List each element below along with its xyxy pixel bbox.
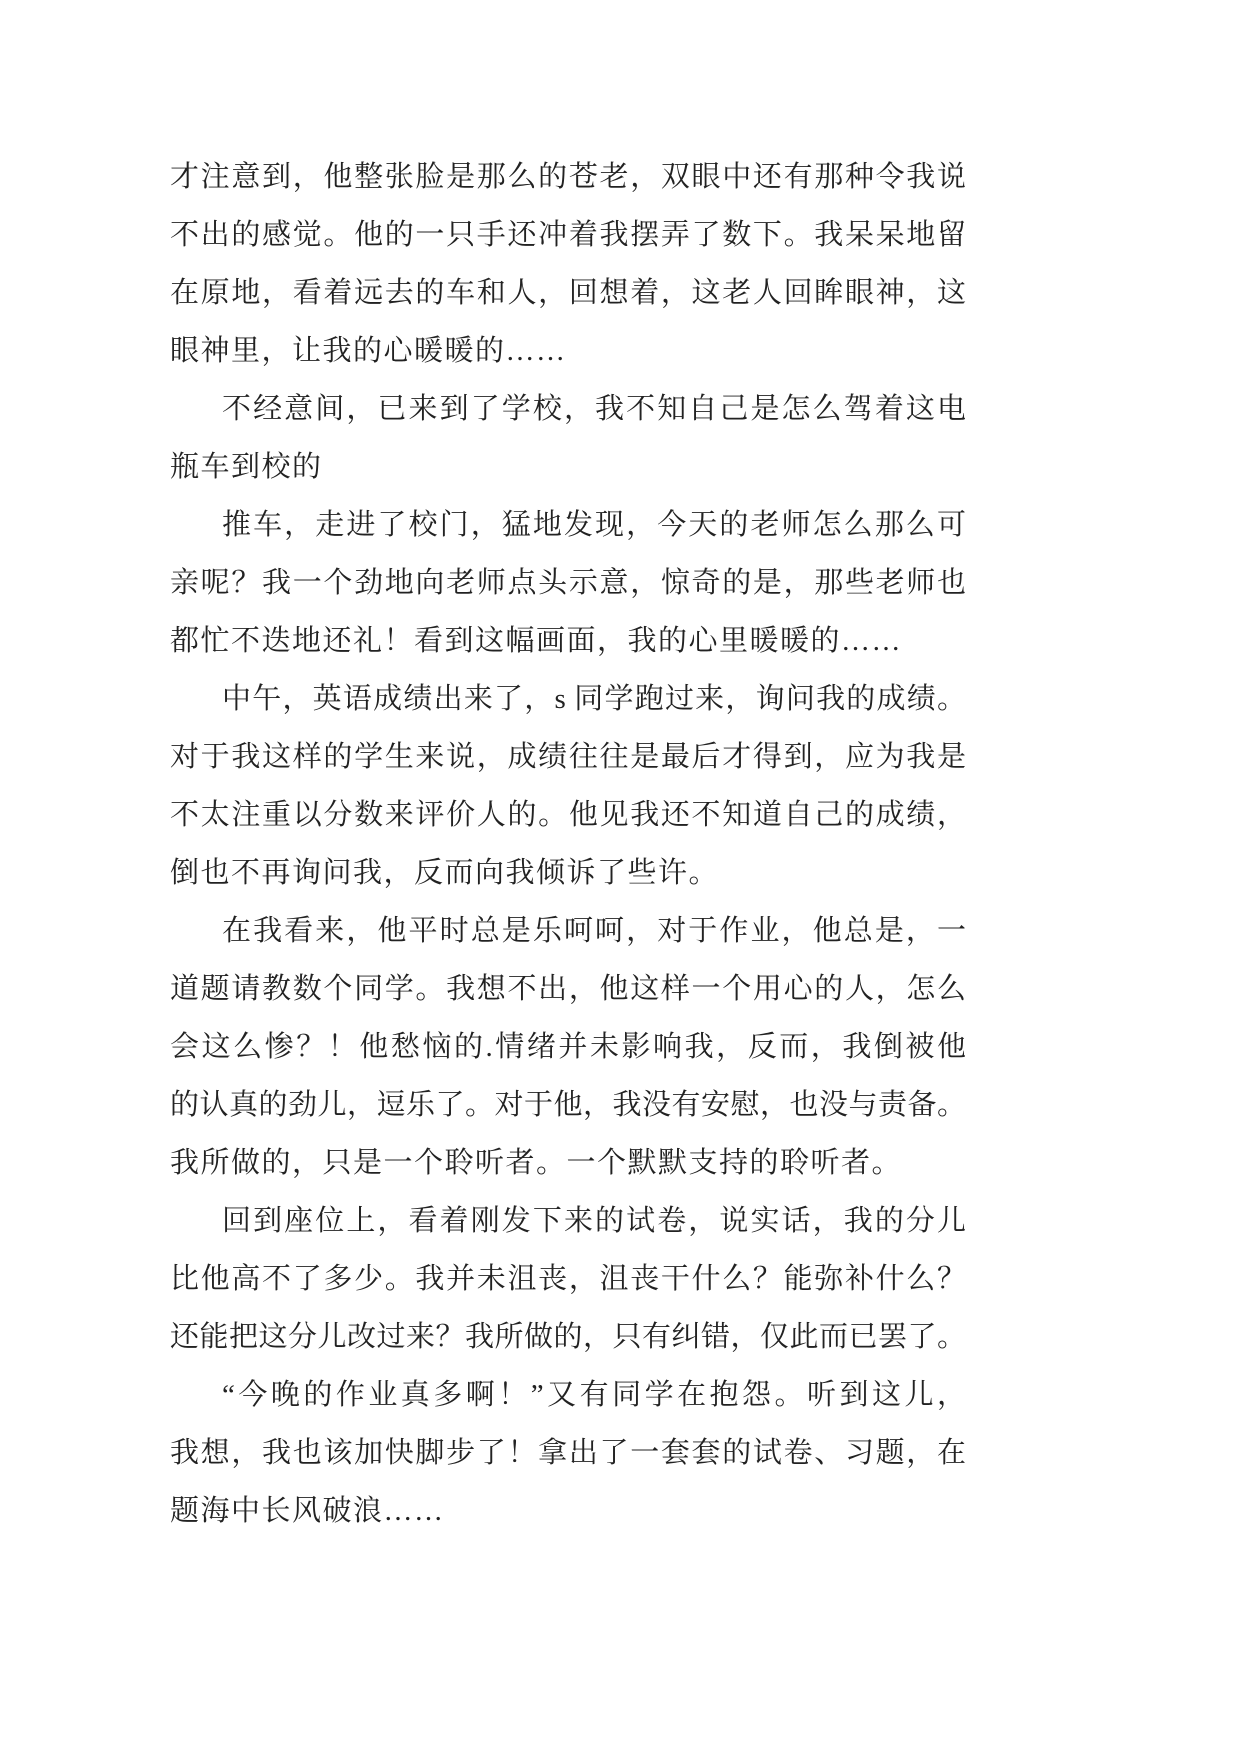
paragraph-1-line-1: 才注意到，他整张脸是那么的苍老，双眼中还有那种令我说 [170,161,966,193]
paragraph-4-line-3: 不太注重以分数来评价人的。他见我还不知道自己的成绩， [170,799,966,831]
paragraph-3-line-3: 都忙不迭地还礼！看到这幅画面，我的心里暖暖的…… [170,625,903,657]
paragraph-3-line-2: 亲呢？我一个劲地向老师点头示意，惊奇的是，那些老师也 [170,567,966,599]
paragraph-7-line-3: 题海中长风破浪…… [170,1495,445,1527]
paragraph-5-line-4: 的认真的劲儿，逗乐了。对于他，我没有安慰，也没与责备。 [170,1089,966,1121]
paragraph-2-line-2: 瓶车到校的 [170,451,323,483]
paragraph-1-line-3: 在原地，看着远去的车和人，回想着，这老人回眸眼神，这 [170,277,966,309]
paragraph-4-line-1: 中午，英语成绩出来了，s 同学跑过来，询问我的成绩。 [222,683,966,715]
paragraph-7-line-2: 我想，我也该加快脚步了！拿出了一套套的试卷、习题，在 [170,1437,966,1469]
paragraph-5-line-1: 在我看来，他平时总是乐呵呵，对于作业，他总是，一 [222,915,966,947]
paragraph-7-line-1: “今晚的作业真多啊！”又有同学在抱怨。听到这儿， [222,1379,966,1411]
paragraph-5-line-5: 我所做的，只是一个聆听者。一个默默支持的聆听者。 [170,1147,903,1179]
paragraph-3-line-1: 推车，走进了校门，猛地发现，今天的老师怎么那么可 [222,509,966,541]
paragraph-4-line-2: 对于我这样的学生来说，成绩往往是最后才得到，应为我是 [170,741,966,773]
paragraph-5-line-2: 道题请教数个同学。我想不出，他这样一个用心的人，怎么 [170,973,966,1005]
paragraph-1-line-2: 不出的感觉。他的一只手还冲着我摆弄了数下。我呆呆地留 [170,219,966,251]
paragraph-2-line-1: 不经意间，已来到了学校，我不知自己是怎么驾着这电 [222,393,966,425]
paragraph-6-line-1: 回到座位上，看着刚发下来的试卷，说实话，我的分儿 [222,1205,966,1237]
paragraph-5-line-3: 会这么惨？！他愁恼的.情绪并未影响我，反而，我倒被他 [170,1031,966,1063]
paragraph-4-line-4: 倒也不再询问我，反而向我倾诉了些许。 [170,857,720,889]
paragraph-1-line-4: 眼神里，让我的心暖暖的…… [170,335,567,367]
paragraph-6-line-2: 比他高不了多少。我并未沮丧，沮丧干什么？能弥补什么？ [170,1263,966,1295]
essay-body [170,148,966,1540]
paragraph-6-line-3: 还能把这分儿改过来？我所做的，只有纠错，仅此而已罢了。 [170,1321,966,1353]
